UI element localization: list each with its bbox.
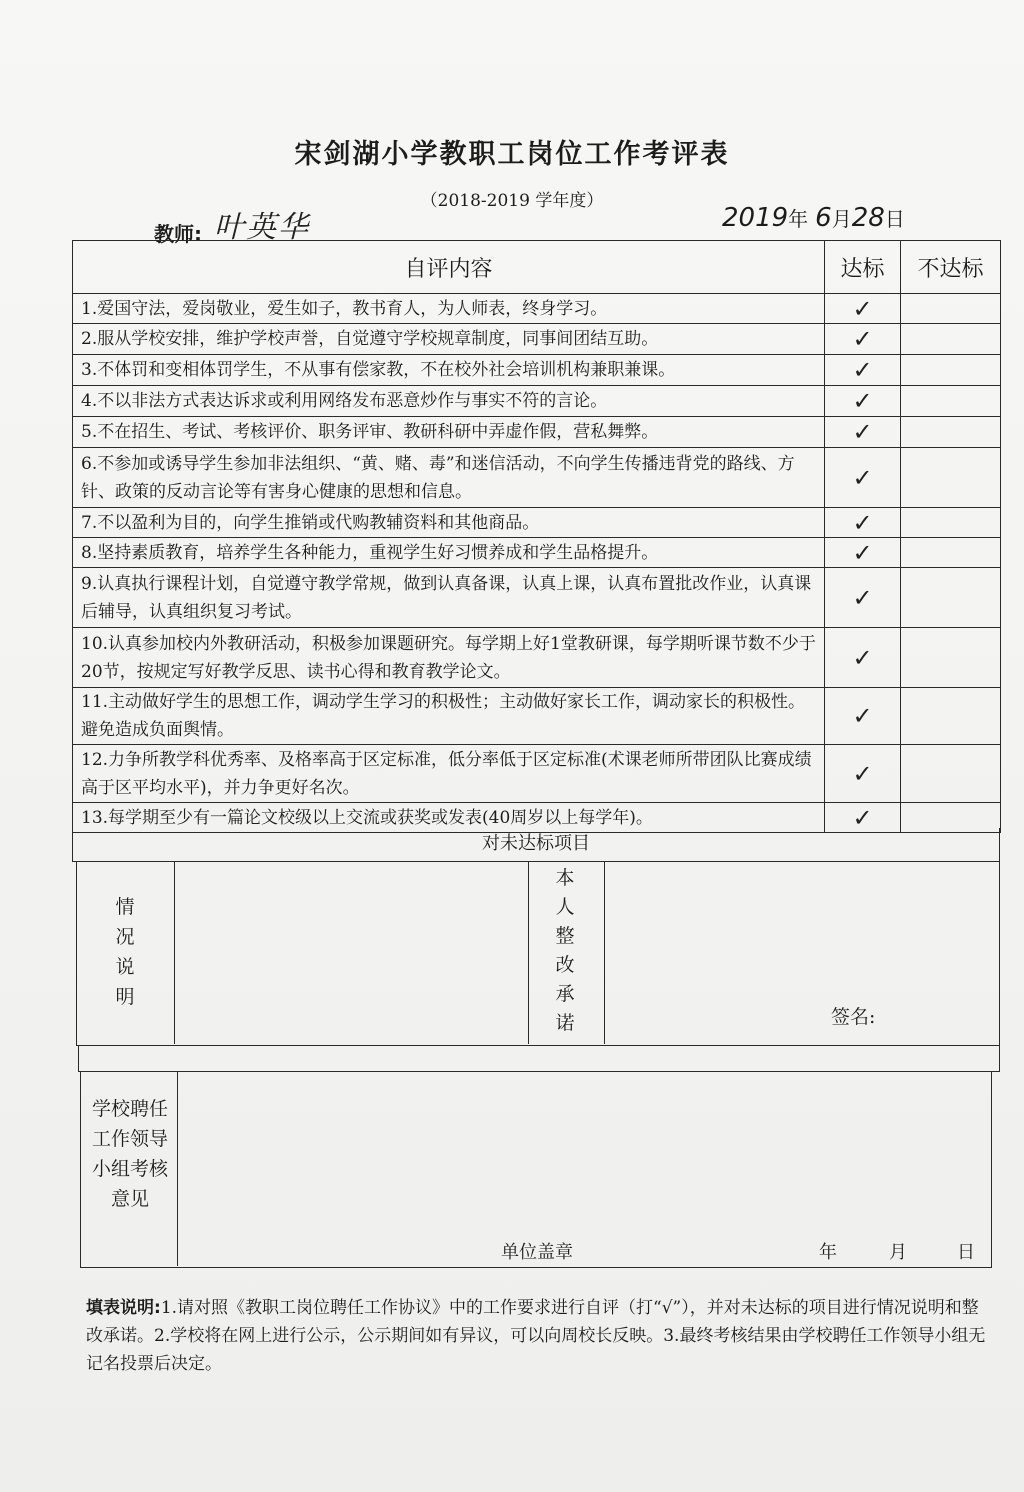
- table-header-row: [73, 241, 1001, 294]
- pass-checkmark[interactable]: ✓: [825, 538, 901, 568]
- teacher-name-handwritten: 叶英华: [214, 210, 310, 245]
- commitment-input-area[interactable]: [605, 862, 999, 1044]
- commitment-label: 本人整改承诺: [555, 867, 575, 1034]
- fail-cell[interactable]: [901, 294, 1001, 324]
- fail-cell[interactable]: [901, 688, 1001, 745]
- fail-cell[interactable]: [901, 745, 1001, 803]
- item-text: 6.不参加或诱导学生参加非法组织、“黄、赌、毒”和迷信活动，不向学生传播违背党的路线、方针、政策的反动言论等有害身心健康的思想和信息。: [73, 448, 825, 508]
- item-text: 10.认真参加校内外教研活动，积极参加课题研究。每学期上好1堂教研课，每学期听课节数不少于20节，按规定写好教学反思、读书心得和教育教学论文。: [73, 628, 825, 688]
- item-text: 5.不在招生、考试、考核评价、职务评审、教研科研中弄虚作假，营私舞弊。: [73, 417, 825, 448]
- fail-cell[interactable]: [901, 538, 1001, 568]
- item-text: 13.每学期至少有一篇论文校级以上交流或获奖或发表(40周岁以上每学年)。: [73, 803, 825, 833]
- blank-row: [78, 1046, 1000, 1072]
- pass-checkmark[interactable]: ✓: [825, 386, 901, 417]
- fail-cell[interactable]: [901, 355, 1001, 386]
- header-content: 自评内容: [73, 241, 825, 294]
- table-row: [73, 355, 1001, 386]
- fail-cell[interactable]: [901, 568, 1001, 628]
- teacher-label: 教师:: [154, 222, 202, 246]
- table-row: [73, 688, 1001, 745]
- situation-input-area[interactable]: [175, 862, 529, 1044]
- unmet-section-title: 对未达标项目: [72, 828, 1000, 862]
- item-text: 8.坚持素质教育，培养学生各种能力，重视学生好习惯养成和学生品格提升。: [73, 538, 825, 568]
- table-row: [73, 628, 1001, 688]
- opinion-day-label: 日: [957, 1242, 975, 1263]
- form-title: 宋剑湖小学教职工岗位工作考评表: [294, 139, 730, 170]
- pass-checkmark[interactable]: ✓: [825, 628, 901, 688]
- fail-cell[interactable]: [901, 324, 1001, 355]
- date-year-handwritten: 2019: [722, 203, 789, 233]
- table-row: [73, 538, 1001, 568]
- item-text: 7.不以盈利为目的，向学生推销或代购教辅资料和其他商品。: [73, 508, 825, 538]
- pass-checkmark[interactable]: ✓: [825, 688, 901, 745]
- leadership-opinion-box: [80, 1072, 992, 1268]
- table-row: [73, 324, 1001, 355]
- fail-cell[interactable]: [901, 448, 1001, 508]
- date-month-label: 月: [831, 207, 852, 231]
- opinion-divider: [177, 1072, 178, 1266]
- opinion-label: 学校聘任工作领导小组考核意见: [91, 1098, 168, 1210]
- table-row: [73, 745, 1001, 803]
- pass-checkmark[interactable]: ✓: [825, 568, 901, 628]
- date-year-label: 年: [788, 207, 809, 231]
- header-fail: 不达标: [901, 241, 1001, 294]
- form-date: [722, 203, 905, 233]
- stamp-label: 单位盖章: [501, 1242, 573, 1263]
- item-text: 9.认真执行课程计划，自觉遵守教学常规，做到认真备课，认真上课，认真布置批改作业，认真课后辅导，认真组织复习考试。: [73, 568, 825, 628]
- signature-label: 签名:: [831, 1006, 876, 1028]
- fail-cell[interactable]: [901, 628, 1001, 688]
- item-text: 11.主动做好学生的思想工作，调动学生学习的积极性；主动做好家长工作，调动家长的积极性。避免造成负面舆情。: [73, 688, 825, 745]
- pass-checkmark[interactable]: ✓: [825, 448, 901, 508]
- item-text: 1.爱国守法，爱岗敬业，爱生如子，教书育人，为人师表，终身学习。: [73, 294, 825, 324]
- header-pass: 达标: [825, 241, 901, 294]
- opinion-month-label: 月: [889, 1242, 907, 1263]
- date-day-handwritten: 28: [851, 203, 885, 233]
- table-row: [73, 386, 1001, 417]
- date-day-label: 日: [884, 207, 905, 231]
- notes-text: 1.请对照《教职工岗位聘任工作协议》中的工作要求进行自评（打“√”），并对未达标的项目进行情况说明和整改承诺。2.学校将在网上进行公示，公示期间如有异议，可以向周校长反映。3.最终考核结果由学校聘任工作领导小组无记名投票后决定。: [86, 1298, 986, 1374]
- table-row: [73, 508, 1001, 538]
- pass-checkmark[interactable]: ✓: [825, 803, 901, 833]
- item-text: 3.不体罚和变相体罚学生，不从事有偿家教，不在校外社会培训机构兼职兼课。: [73, 355, 825, 386]
- pass-checkmark[interactable]: ✓: [825, 417, 901, 448]
- situation-label-cell: [77, 862, 175, 1044]
- situation-label: 情况说明: [115, 896, 135, 1008]
- self-evaluation-table: [72, 240, 1001, 833]
- table-row: [73, 417, 1001, 448]
- pass-checkmark[interactable]: ✓: [825, 355, 901, 386]
- date-month-handwritten: 6: [815, 203, 832, 233]
- form-notes: [86, 1294, 986, 1378]
- form-subtitle: （2018-2019 学年度）: [420, 191, 604, 211]
- pass-checkmark[interactable]: ✓: [825, 324, 901, 355]
- item-text: 4.不以非法方式表达诉求或利用网络发布恶意炒作与事实不符的言论。: [73, 386, 825, 417]
- pass-checkmark[interactable]: ✓: [825, 745, 901, 803]
- fail-cell[interactable]: [901, 508, 1001, 538]
- pass-checkmark[interactable]: ✓: [825, 508, 901, 538]
- table-row: [73, 568, 1001, 628]
- commitment-label-cell: [529, 862, 605, 1044]
- table-row: [73, 448, 1001, 508]
- pass-checkmark[interactable]: ✓: [825, 294, 901, 324]
- table-row: [73, 294, 1001, 324]
- notes-heading: 填表说明:: [86, 1298, 161, 1318]
- fail-cell[interactable]: [901, 386, 1001, 417]
- unmet-items-box: [76, 862, 1000, 1046]
- item-text: 2.服从学校安排，维护学校声誉，自觉遵守学校规章制度，同事间团结互助。: [73, 324, 825, 355]
- opinion-year-label: 年: [819, 1242, 837, 1263]
- item-text: 12.力争所教学科优秀率、及格率高于区定标准，低分率低于区定标准(术课老师所带团队比赛成绩高于区平均水平)，并力争更好名次。: [73, 745, 825, 803]
- fail-cell[interactable]: [901, 417, 1001, 448]
